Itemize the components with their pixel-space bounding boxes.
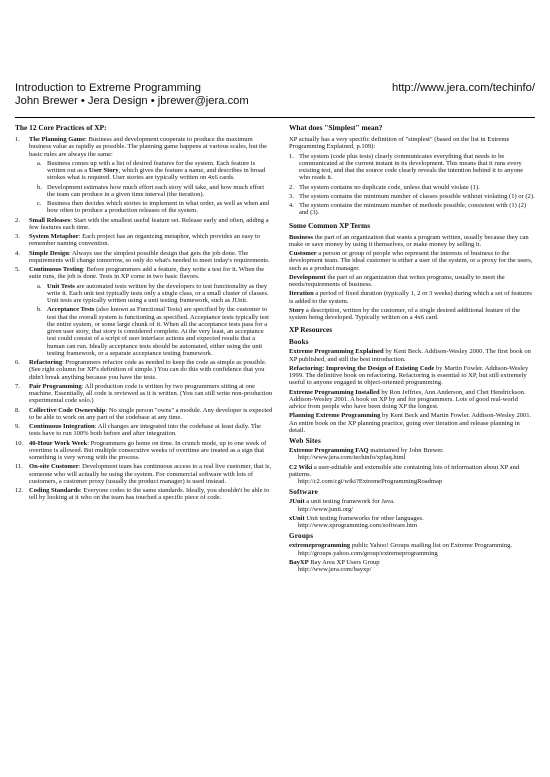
- simplest-number: 3.: [289, 192, 294, 200]
- books-title: Planning Extreme Programming: [289, 412, 381, 420]
- subpoint-item: [37, 200, 273, 215]
- practices-list: [15, 136, 273, 502]
- web-list: [289, 447, 535, 485]
- practice-item: [15, 463, 273, 485]
- groups-title: BayXP: [289, 558, 309, 566]
- byline: John Brewer • Jera Design • jbrewer@jera.com: [15, 95, 249, 107]
- simplest-item: [289, 184, 535, 191]
- practice-name: Simple Design: [29, 249, 69, 257]
- software-description: Unit testing frameworks for other languages.: [304, 514, 424, 522]
- right-column: [289, 124, 535, 575]
- practice-number: 2.: [15, 216, 20, 224]
- practice-number: 12.: [15, 487, 24, 494]
- practice-number: 3.: [15, 233, 20, 240]
- practice-text: : No single person "owns" a module. Any developer is expected to be able to work on any part of the codebase at any time.: [29, 406, 273, 421]
- practice-item: [15, 359, 273, 381]
- practice-name: Coding Standards: [29, 487, 80, 494]
- practice-item: [15, 487, 273, 502]
- practice-item: [15, 383, 273, 405]
- software-title: JUnit: [289, 498, 305, 506]
- software-description: a unit testing framework for Java.: [304, 498, 395, 506]
- practice-number: 10.: [15, 439, 24, 447]
- practice-name: Refactoring: [29, 359, 63, 366]
- simplest-item: [289, 202, 535, 217]
- term-name: Development: [289, 273, 326, 281]
- practice-name: Pair Programming: [29, 382, 82, 390]
- web-title: Extreme Programming FAQ: [289, 447, 369, 454]
- subpoint-bold: Unit Tests: [47, 282, 75, 290]
- practice-text: : Programmers refactor code as needed to keep the code as simple as possible. (See right column for XP's definition of simple.) You can do this with confidence that you didn't break anything because you have the tests.: [29, 359, 267, 381]
- practice-item: [15, 440, 273, 462]
- term-entry: [289, 290, 535, 305]
- term-entry: [289, 234, 535, 249]
- web-description: a user-editable and extensible site containing lots of information about XP and patterns.: [289, 463, 520, 478]
- subpoint-item: [37, 184, 273, 199]
- practice-number: 9.: [15, 423, 20, 430]
- books-heading: Books: [289, 338, 309, 347]
- practice-number: 6.: [15, 359, 20, 366]
- subpoint-letter: b.: [37, 183, 42, 191]
- term-entry: [289, 250, 535, 272]
- practice-name: Continuous Testing: [29, 266, 84, 273]
- subpoint-text: Business comes up with a list of desired features for the system. Each feature is written out as a: [47, 159, 256, 174]
- software-heading: Software: [289, 488, 319, 497]
- term-definition: a person or group of people who represent the interests of business to the development team. The ideal customer is either a user of the system, or a proxy for the users, such as a product manager.: [289, 250, 533, 272]
- practice-number: 1.: [15, 136, 20, 143]
- books-entry: [289, 348, 535, 363]
- practice-item: [15, 266, 273, 357]
- software-entry: [289, 498, 535, 513]
- subpoint-item: [37, 160, 273, 182]
- practice-name: 40-Hour Work Week: [29, 439, 88, 447]
- practice-name: System Metaphor: [29, 233, 79, 240]
- groups-list: [289, 542, 535, 573]
- subpoint-text-tail: (also known as Functional Tests) are specified by the customer to test that the overall system is functioning as specified. Acceptance tests typically test the entire system, or some large chunk of it. When all the acceptance tests pass for a given user story, that story is considered complete. At the very least, an acceptance test could consist of a script of user interface actions and expected results that a human can run. Ideally acceptance tests should be automated, either using the unit testing framework, or a separate acceptance testing framework.: [47, 306, 269, 357]
- groups-heading: Groups: [289, 532, 314, 541]
- books-description: by Kent Beck and Martin Fowler. Addison-Wesley 2001. An entire book on the XP planning practice, going over iteration and release planning in detail.: [289, 412, 532, 434]
- practice-text: : Before programmers add a feature, they write a test for it. When the suite runs, the job is done. Tests in XP come in two basic flavors.: [29, 266, 265, 281]
- books-entry: [289, 412, 535, 434]
- groups-description: public Yahoo! Groups mailing list on Extreme Programming.: [350, 542, 513, 550]
- simplest-number: 2.: [289, 183, 294, 191]
- books-title: Extreme Programming Explained: [289, 348, 384, 356]
- web-title: C2 Wiki: [289, 463, 313, 471]
- term-name: Story: [289, 306, 305, 314]
- term-definition: the part of an organization that writes programs, usually to meet the needs/requirements of business.: [289, 273, 505, 288]
- simplest-intro: XP actually has a very specific definition of "simplest" (based on the list in Extreme Programming Explained, p.109):: [289, 136, 510, 151]
- practice-name: Collective Code Ownership: [29, 406, 106, 414]
- subpoint-text-tail: are automated tests written by the developers to test functionality as they write it. Each unit test typically tests only a single class, or a small cluster of classes. Unit tests are typically written using a unit testing framework, such as JUnit.: [47, 282, 269, 304]
- terms-list: [289, 234, 535, 322]
- groups-title: extremeprogramming: [289, 542, 351, 550]
- simplest-text: The system (code plus tests) clearly communicates everything that needs to be communicated at the current instant in its development. This means that it runs every existing test, and that the source code clearly reveals the intention behind it to anyone who reads it.: [299, 152, 524, 182]
- groups-link[interactable]: http://www.jera.com/bayxp/: [298, 566, 372, 573]
- document-title: Introduction to Extreme Programming: [15, 82, 201, 94]
- books-title: Refactoring: Improving the Design of Existing Code: [289, 364, 435, 372]
- practice-item: [15, 136, 273, 215]
- web-entry: [289, 464, 535, 486]
- header-url[interactable]: http://www.jera.com/techinfo/: [391, 82, 535, 94]
- practice-name: Small Releases: [29, 216, 71, 224]
- simplest-list: [289, 153, 535, 217]
- software-list: [289, 498, 535, 529]
- practice-number: 11.: [15, 463, 23, 471]
- simplest-text: The system contains the minimum number of classes possible without violating (1) or (2).: [299, 192, 535, 200]
- practice-text: : All production code is written by two programmers sitting at one machine. Essentially, all code is reviewed as it is written. (You can still write non-production experimental code solo.): [29, 382, 273, 405]
- simplest-number: 4.: [289, 202, 294, 209]
- practice-item: [15, 250, 273, 265]
- simplest-text: The system contains the minimum number of methods possible, consistent with (1) (2) and (3).: [299, 202, 527, 217]
- practice-text: : Always use the simplest possible design that gets the job done. The requirements will change tomorrow, so only do what's needed to meet today's requirements.: [29, 249, 270, 264]
- web-heading: Web Sites: [289, 437, 321, 445]
- practice-number: 7.: [15, 382, 20, 390]
- practice-number: 5.: [15, 266, 20, 273]
- books-title: Extreme Programming Installed: [289, 388, 380, 396]
- resources-heading: XP Resources: [289, 325, 333, 335]
- practice-number: 4.: [15, 249, 20, 257]
- subpoint-item: [37, 283, 273, 305]
- practice-text: : Everyone codes to the same standards. Ideally, you shouldn't be able to tell by looking at it who on the team has touched a specific piece of code.: [29, 487, 270, 502]
- left-column: [15, 124, 273, 504]
- books-list: [289, 348, 535, 434]
- practice-item: [15, 407, 273, 422]
- books-entry: [289, 365, 535, 387]
- term-name: Customer: [289, 250, 317, 257]
- web-link[interactable]: http://c2.com/cgi/wiki?ExtremeProgrammingRoadmap: [298, 478, 443, 485]
- practice-text: : Each project has an organizing metaphor, which provides an easy to remember naming convention.: [29, 233, 261, 248]
- groups-description: Bay Area XP Users Group: [308, 558, 380, 566]
- books-description: by Martin Fowler. Addison-Wesley 1999. The definitive book on refactoring. Refactoring is essential to XP, but still extremely useful to anyone engaged in object-oriented programming.: [289, 364, 529, 387]
- books-entry: [289, 389, 535, 411]
- term-name: Business: [289, 233, 314, 241]
- practice-name: The Planning Game: [29, 136, 86, 143]
- practice-text: : Programmers go home on time. In crunch mode, up to one week of overtime is allowed. But multiple consecutive weeks of overtime are treated as a sign that something is very wrong with the process.: [29, 439, 267, 461]
- subpoint-bold: Acceptance Tests: [47, 306, 95, 314]
- web-link[interactable]: http://www.jera.com/techinfo/xpfaq.html: [298, 454, 406, 462]
- software-link[interactable]: http://www.xprogramming.com/software.htm: [298, 522, 418, 529]
- practice-sublist: [37, 283, 273, 358]
- subpoint-bold: User Story: [88, 167, 119, 174]
- simplest-item: [289, 153, 535, 182]
- practice-text: : Development team has continuous access to a real live customer, that is, someone who will actually be using the system. For commercial software with lots of customers, a customer proxy (usually the product manager) is used instead.: [29, 463, 272, 485]
- subpoint-text: Development estimates how much effort each story will take, and how much effort the team can produce in a given time interval (the iteration).: [47, 183, 265, 198]
- term-entry: [289, 274, 535, 289]
- header-rule: [15, 117, 535, 118]
- simplest-text: The system contains no duplicate code, unless that would violate (1).: [299, 183, 480, 191]
- simplest-item: [289, 193, 535, 200]
- practices-heading: The 12 Core Practices of XP:: [15, 123, 107, 132]
- term-entry: [289, 307, 535, 322]
- simplest-heading: What does "Simplest" mean?: [289, 123, 383, 132]
- software-title: xUnit: [289, 514, 305, 522]
- practice-sublist: [37, 160, 273, 215]
- groups-entry: [289, 559, 535, 574]
- software-entry: [289, 515, 535, 530]
- subpoint-letter: a.: [37, 159, 42, 167]
- practice-text: : All changes are integrated into the codebase at least daily. The tests have to run 100% both before and after integration.: [29, 423, 262, 438]
- practice-item: [15, 423, 273, 438]
- practice-name: Continuous Integration: [29, 423, 95, 430]
- term-name: Iteration: [289, 290, 314, 298]
- subpoint-letter: a.: [37, 282, 42, 290]
- page-header: [15, 82, 535, 108]
- simplest-number: 1.: [289, 152, 294, 160]
- books-description: by Kent Beck. Addison-Wesley 2000. The first book on XP published, and still the best introduction.: [289, 348, 531, 363]
- web-entry: [289, 447, 535, 462]
- web-description: maintained by John Brewer.: [368, 447, 444, 454]
- terms-heading: Some Common XP Terms: [289, 220, 371, 230]
- subpoint-text: Business then decides which stories to implement in what order, as well as when and how often to produce a production releases of the system.: [47, 200, 270, 215]
- groups-entry: [289, 542, 535, 557]
- subpoint-text-tail: , which gives the feature a name, and describes in broad strokes what is required. User stories are typically written on 4x6 cards.: [47, 167, 266, 182]
- term-definition: a period of fixed duration (typically 1, 2 or 3 weeks) during which a set of features is added to the system.: [289, 290, 532, 305]
- practice-text: : Business and development cooperate to produce the maximum business value as rapidly as possible. The planning game happens at various scales, but the basic rules are always the same:: [29, 136, 268, 158]
- practice-name: On-site Customer: [29, 463, 79, 471]
- subpoint-letter: c.: [37, 200, 42, 207]
- practice-item: [15, 217, 273, 232]
- practice-number: 8.: [15, 406, 20, 414]
- subpoint-letter: b.: [37, 306, 42, 314]
- practice-item: [15, 233, 273, 248]
- term-definition: the part of an organization that wants a program written, usually because they can make or save money by using it themselves, or make money by selling it.: [289, 233, 529, 248]
- subpoint-item: [37, 306, 273, 357]
- software-link[interactable]: http://www.junit.org/: [298, 505, 354, 513]
- term-definition: a description, written by the customer, of a single desired additional feature of the system being developed. Typically written on a 4x6 card.: [289, 306, 520, 321]
- groups-link[interactable]: http://groups.yahoo.com/group/extremeprogramming: [298, 549, 438, 557]
- books-description: by Ron Jeffries, Ann Anderson, and Chet Hendrickson. Addison-Wesley 2001. A book on XP by and for programmers. Lots of good real-world advice from people who have been doing XP the longest.: [289, 388, 526, 410]
- practice-text: : Start with the smallest useful feature set. Release early and often, adding a few features each time.: [29, 216, 269, 231]
